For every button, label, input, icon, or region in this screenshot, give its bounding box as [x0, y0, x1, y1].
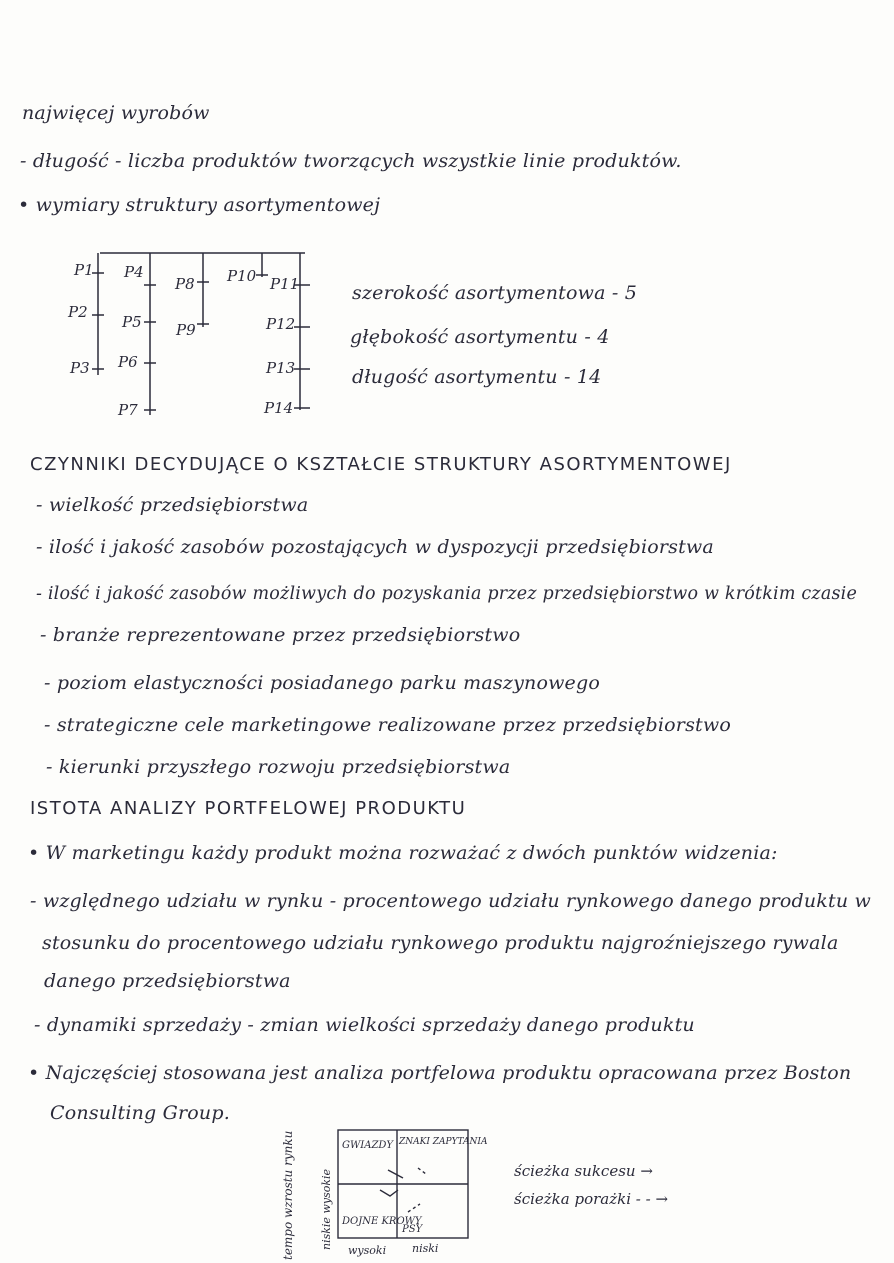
- label-p8: P8: [175, 275, 195, 293]
- section2-line-5: - dynamiki sprzedaży - zmian wielkości sprzedaży danego produktu: [34, 1014, 695, 1036]
- section1-heading: CZYNNIKI DECYDUJĄCE O KSZTAŁCIE STRUKTURY ASORTYMENTOWEJ: [30, 454, 732, 475]
- label-p13: P13: [266, 359, 296, 377]
- label-p5: P5: [122, 313, 142, 331]
- section2-line-3: stosunku do procentowego udziału rynkowego produktu najgroźniejszego rywala: [42, 932, 839, 954]
- text-line-2: - długość - liczba produktów tworzących wszystkie linie produktów.: [20, 150, 682, 172]
- section1-item-7: - kierunki przyszłego rozwoju przedsiębiorstwa: [46, 756, 511, 778]
- bcg-legend-failure: ścieżka porażki - - →: [514, 1190, 669, 1208]
- label-p9: P9: [176, 321, 196, 339]
- label-p1: P1: [74, 261, 94, 279]
- section2-line-6: • Najczęściej stosowana jest analiza portfelowa produktu opracowana przez Boston: [28, 1062, 852, 1084]
- label-p14: P14: [264, 399, 294, 417]
- bcg-quadrant-dogs: PSY: [402, 1224, 423, 1235]
- bcg-x-axis-low: niski: [412, 1242, 439, 1255]
- metric-depth: głębokość asortymentu - 4: [350, 326, 610, 348]
- label-p2: P2: [68, 303, 88, 321]
- section2-line-2: - względnego udziału w rynku - procentowego udziału rynkowego danego produktu w: [30, 890, 871, 912]
- bcg-quadrant-stars: GWIAZDY: [342, 1140, 394, 1151]
- bcg-quadrant-cows: DOJNE KROWY: [342, 1216, 422, 1227]
- bcg-x-axis-high: wysoki: [348, 1244, 387, 1257]
- metric-length: długość asortymentu - 14: [352, 366, 602, 388]
- bcg-legend-success: ścieżka sukcesu →: [514, 1162, 653, 1180]
- bcg-quadrant-question: ZNAKI ZAPYTANIA: [399, 1137, 488, 1147]
- label-p11: P11: [270, 275, 300, 293]
- label-p4: P4: [124, 263, 144, 281]
- section1-item-5: - poziom elastyczności posiadanego parku maszynowego: [44, 672, 601, 694]
- section1-item-1: - wielkość przedsiębiorstwa: [36, 494, 309, 516]
- bcg-matrix: [268, 1120, 488, 1263]
- label-p7: P7: [118, 401, 138, 419]
- text-line-3: • wymiary struktury asortymentowej: [18, 194, 381, 216]
- section1-item-2: - ilość i jakość zasobów pozostających w dyspozycji przedsiębiorstwa: [36, 536, 714, 558]
- section1-item-3: - ilość i jakość zasobów możliwych do pozyskania przez przedsiębiorstwo w krótkim czasie: [36, 584, 858, 604]
- section1-item-4: - branże reprezentowane przez przedsiębiorstwo: [40, 624, 521, 646]
- assortment-diagram: [60, 245, 330, 425]
- bcg-y-axis-outer: tempo wzrostu rynku: [281, 1130, 295, 1260]
- section2-line-4: danego przedsiębiorstwa: [44, 970, 291, 992]
- section2-line-1: • W marketingu każdy produkt można rozważać z dwóch punktów widzenia:: [28, 842, 778, 864]
- text-line-1: najwięcej wyrobów: [22, 102, 210, 124]
- label-p6: P6: [118, 353, 138, 371]
- section2-line-7: Consulting Group.: [50, 1102, 230, 1124]
- label-p10: P10: [227, 267, 257, 285]
- metric-width: szerokość asortymentowa - 5: [352, 282, 638, 304]
- bcg-y-axis-inner: niskie wysokie: [320, 1168, 333, 1250]
- section1-item-6: - strategiczne cele marketingowe realizowane przez przedsiębiorstwo: [44, 714, 731, 736]
- section2-heading: ISTOTA ANALIZY PORTFELOWEJ PRODUKTU: [30, 798, 467, 819]
- label-p12: P12: [266, 315, 296, 333]
- label-p3: P3: [70, 359, 90, 377]
